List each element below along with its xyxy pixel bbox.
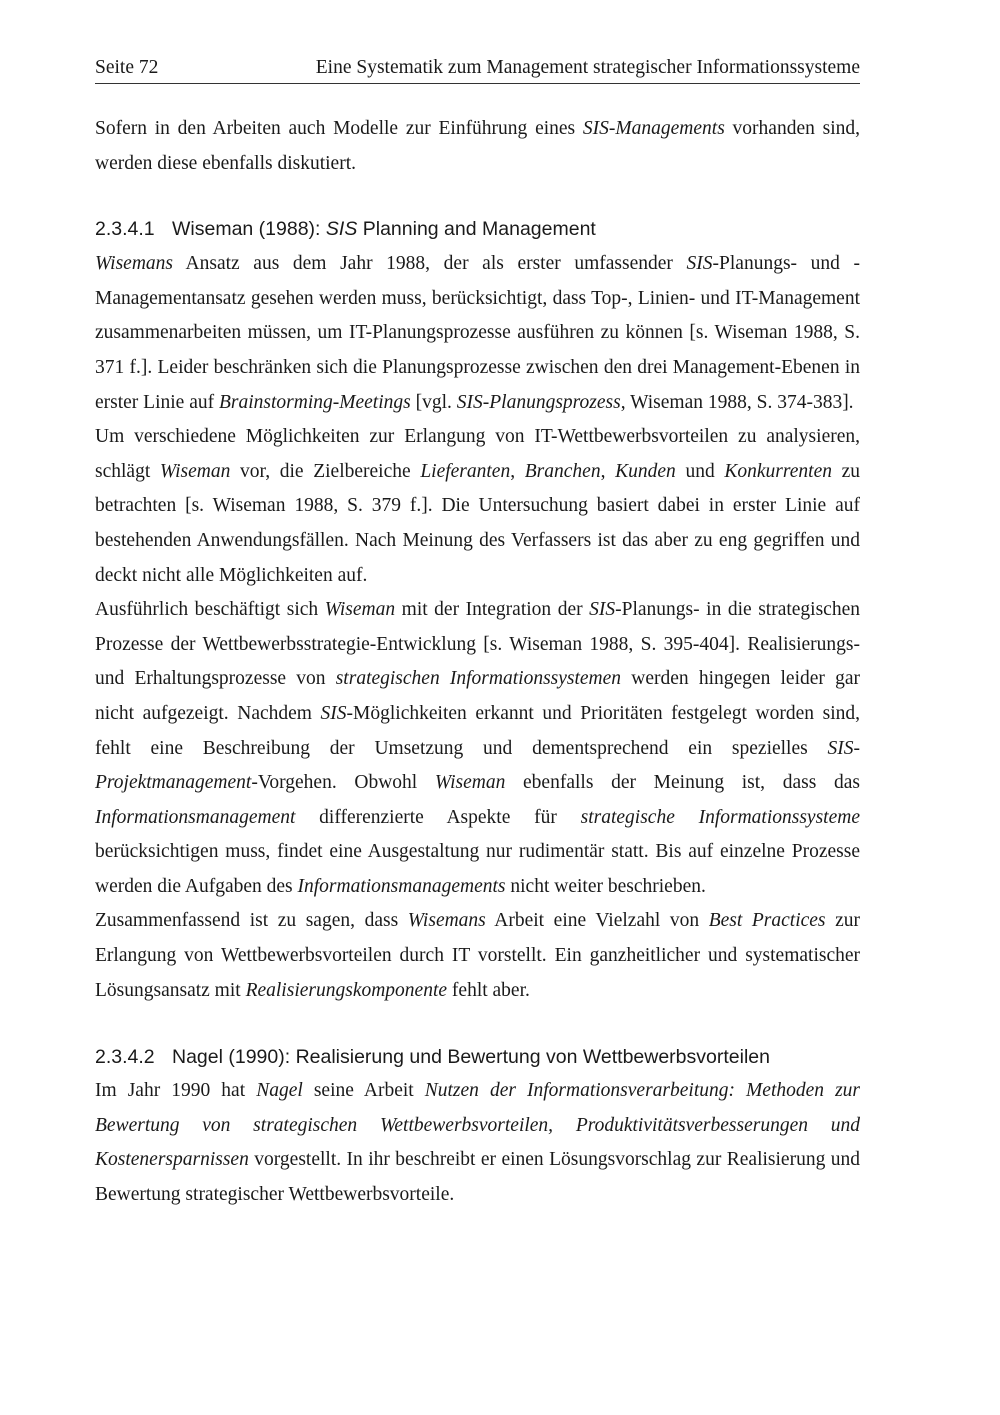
running-title: Eine Systematik zum Management strategischer Informationssysteme: [315, 57, 860, 78]
paragraph-wiseman-analysis: Um verschiedene Möglichkeiten zur Erlangung von IT-Wettbewerbsvorteilen zu analysieren, schlägt Wiseman vor, die Zielbereiche Lieferanten, Branchen, Kunden und Konkurrenten zu betrachten [s. Wiseman 1988, S. 379 f.]. Die Untersuchung basiert dabei in erster Linie auf bestehenden Anwendungsfällen. Nach Meinung des Verfassers ist das aber zu eng gegriffen und deckt nicht alle Möglichkeiten auf.: [95, 426, 861, 586]
paragraph-nagel: Im Jahr 1990 hat Nagel seine Arbeit Nutzen der Informationsverarbeitung: Methoden zur Bewertung von strategischen Wettbewerbsvorteilen, Produktivitätsverbesserungen und Kostenersparnissen vorgestellt. In ihr beschreibt er einen Lösungsvorschlag zur Realisierung und Bewertung strategischer Wettbewerbsvorteile.: [95, 1080, 860, 1206]
paragraph-wiseman-integration: Ausführlich beschäftigt sich Wiseman mit der Integration der SIS-Planungs- in die strategischen Prozesse der Wettbewerbsstrategie-Entwicklung [s. Wiseman 1988, S. 395-404]. Realisierungs- und Erhaltungsprozesse von strategischen Informationssystemen werden hingegen leider gar nicht aufgezeigt. Nachdem SIS-Möglichkeiten erkannt und Prioritäten festgelegt worden sind, fehlt eine Beschreibung der Umsetzung und dementsprechend ein spezielles SIS-Projektmanagement-Vorgehen. Obwohl Wiseman ebenfalls der Meinung ist, dass das Informationsmanagement differenzierte Aspekte für strategische Informationssysteme berücksichtigen muss, findet eine Ausgestaltung nur rudimentär statt. Bis auf einzelne Prozesse werden die Aufgaben des Informationsmanagements nicht weiter beschrieben.: [95, 599, 861, 897]
intro-paragraph: Sofern in den Arbeiten auch Modelle zur Einführung eines SIS-Managements vorhanden sind, werden diese ebenfalls diskutiert.: [95, 118, 861, 174]
section-heading-wiseman: 2.3.4.1 Wiseman (1988): SIS Planning and Management: [95, 218, 596, 241]
running-header: [95, 56, 860, 84]
section-number: 2.3.4.2: [95, 1046, 155, 1069]
section-number: 2.3.4.1: [95, 218, 155, 241]
paragraph-wiseman-approach: Wisemans Ansatz aus dem Jahr 1988, der als erster umfassender SIS-Planungs- und -Managementansatz gesehen werden muss, berücksichtigt, dass Top-, Linien- und IT-Management zusammenarbeiten müssen, um IT-Planungsprozesse ausführen zu können [s. Wiseman 1988, S. 371 f.]. Leider beschränken sich die Planungsprozesse zwischen den drei Management-Ebenen in erster Linie auf Brainstorming-Meetings [vgl. SIS-Planungsprozess, Wiseman 1988, S. 374-383].: [95, 253, 860, 413]
page-number: Seite 72: [95, 57, 159, 78]
section-heading-nagel: 2.3.4.2 Nagel (1990): Realisierung und Bewertung von Wettbewerbsvorteilen: [95, 1046, 770, 1069]
paragraph-wiseman-summary: Zusammenfassend ist zu sagen, dass Wisemans Arbeit eine Vielzahl von Best Practices zur Erlangung von Wettbewerbsvorteilen durch IT vorstellt. Ein ganzheitlicher und systematischer Lösungsansatz mit Realisierungskomponente fehlt aber.: [95, 910, 861, 1001]
document-page: [95, 56, 860, 1213]
